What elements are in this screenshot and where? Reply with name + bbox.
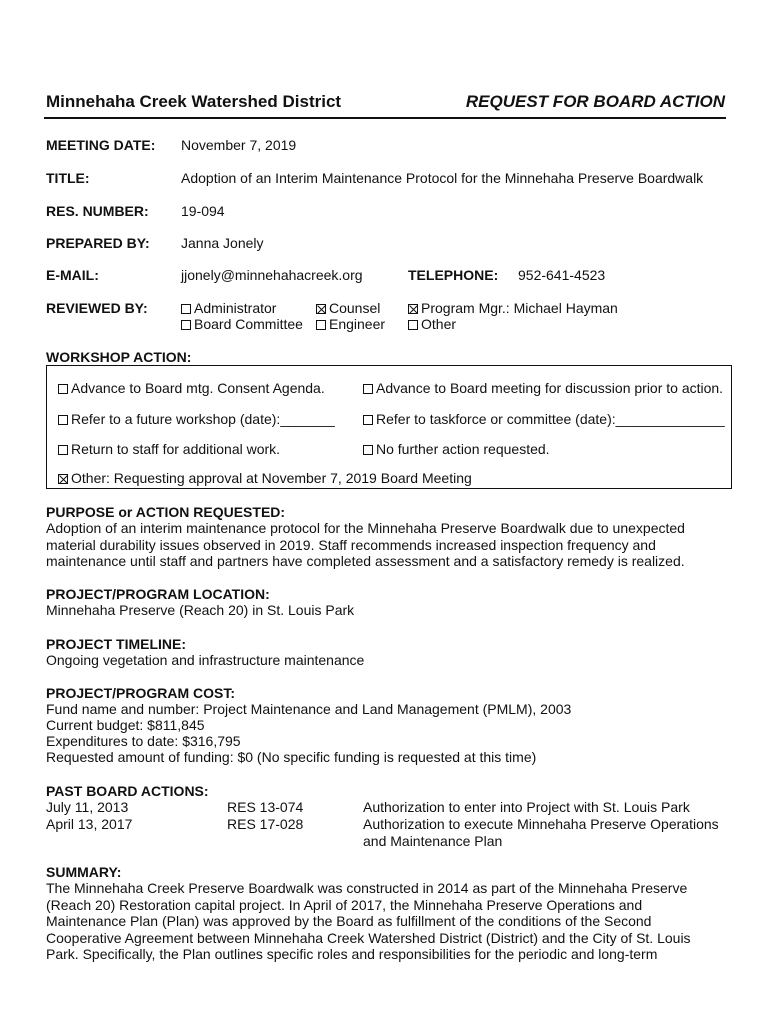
email-value: jjonely@minnehahacreek.org <box>181 267 363 283</box>
cost-heading: PROJECT/PROGRAM COST: <box>46 685 236 701</box>
checkbox-icon[interactable] <box>363 384 373 394</box>
telephone-label: TELEPHONE: <box>408 267 499 283</box>
workshop-option-discussion[interactable]: Advance to Board meeting for discussion prior to action. <box>363 380 723 396</box>
title-label: TITLE: <box>46 170 90 186</box>
reviewed-option-program-mgr[interactable]: Program Mgr.: Michael Hayman <box>408 300 618 316</box>
checkbox-icon[interactable] <box>316 320 326 330</box>
past-action-res: RES 17-028 <box>227 816 304 832</box>
res-number-label: RES. NUMBER: <box>46 203 149 219</box>
checkbox-icon[interactable] <box>181 320 191 330</box>
res-number-value: 19-094 <box>181 203 225 219</box>
summary-text: The Minnehaha Creek Preserve Boardwalk was constructed in 2014 as part of the Minnehaha Preserve (Reach 20) Restoration capital project. In April of 2017, the Minnehaha Preserve Operations and Maintenance Plan (Plan) was approved by the Board as fulfillment of the conditions of the Second Cooperative Agreement between Minnehaha Creek Watershed District (District) and the City of St. Louis Park. Specifically, the Plan outlines specific roles and responsibilities for the periodic and long-term <box>46 880 691 962</box>
prepared-by-label: PREPARED BY: <box>46 235 150 251</box>
checkbox-icon[interactable] <box>58 415 68 425</box>
cost-requested: Requested amount of funding: $0 (No specific funding is requested at this time) <box>46 749 537 765</box>
checkbox-icon[interactable] <box>58 384 68 394</box>
workshop-heading: WORKSHOP ACTION: <box>46 349 192 365</box>
past-action-date: July 11, 2013 <box>46 799 129 815</box>
header-divider <box>44 117 726 119</box>
workshop-option-future-workshop[interactable]: Refer to a future workshop (date):_______ <box>58 411 335 427</box>
timeline-heading: PROJECT TIMELINE: <box>46 636 187 652</box>
reviewed-option-board-committee[interactable]: Board Committee <box>181 316 303 332</box>
cost-budget: Current budget: $811,845 <box>46 717 205 733</box>
checkbox-icon[interactable] <box>363 445 373 455</box>
meeting-date-label: MEETING DATE: <box>46 137 156 153</box>
past-action-date: April 13, 2017 <box>46 816 133 832</box>
prepared-by-value: Janna Jonely <box>181 235 264 251</box>
checkbox-icon[interactable] <box>181 304 191 314</box>
reviewed-by-label: REVIEWED BY: <box>46 300 148 316</box>
purpose-heading: PURPOSE or ACTION REQUESTED: <box>46 504 286 520</box>
workshop-option-other[interactable]: Other: Requesting approval at November 7, 2019 Board Meeting <box>58 470 472 486</box>
location-heading: PROJECT/PROGRAM LOCATION: <box>46 586 270 602</box>
location-text: Minnehaha Preserve (Reach 20) in St. Louis Park <box>46 602 355 618</box>
title-value: Adoption of an Interim Maintenance Protocol for the Minnehaha Preserve Boardwalk <box>181 170 704 186</box>
reviewed-option-counsel[interactable]: Counsel <box>316 300 380 316</box>
telephone-value: 952-641-4523 <box>518 267 606 283</box>
checkbox-icon[interactable] <box>363 415 373 425</box>
checkbox-icon[interactable] <box>58 445 68 455</box>
cost-expenditures: Expenditures to date: $316,795 <box>46 733 241 749</box>
timeline-text: Ongoing vegetation and infrastructure maintenance <box>46 652 365 668</box>
workshop-option-consent[interactable]: Advance to Board mtg. Consent Agenda. <box>58 380 325 396</box>
checked-checkbox-icon[interactable] <box>316 304 326 314</box>
past-action-desc: Authorization to enter into Project with St. Louis Park <box>363 799 690 815</box>
email-label: E-MAIL: <box>46 267 99 283</box>
past-action-desc: Authorization to execute Minnehaha Preserve Operations and Maintenance Plan <box>363 816 719 849</box>
summary-heading: SUMMARY: <box>46 864 122 880</box>
meeting-date-value: November 7, 2019 <box>181 137 297 153</box>
cost-fund: Fund name and number: Project Maintenance and Land Management (PMLM), 2003 <box>46 701 572 717</box>
form-title: REQUEST FOR BOARD ACTION <box>465 92 725 111</box>
workshop-option-return-staff[interactable]: Return to staff for additional work. <box>58 441 280 457</box>
checkbox-icon[interactable] <box>408 320 418 330</box>
organization-name: Minnehaha Creek Watershed District <box>46 92 342 111</box>
workshop-option-no-further[interactable]: No further action requested. <box>363 441 550 457</box>
purpose-text: Adoption of an interim maintenance protocol for the Minnehaha Preserve Boardwalk due to unexpected material durability issues observed in 2019. Staff recommends increased inspection frequency and maintenance until staff and partners have completed assessment and a satisfactory remedy is realized. <box>46 520 685 569</box>
reviewed-option-other[interactable]: Other <box>408 316 456 332</box>
past-action-res: RES 13-074 <box>227 799 304 815</box>
reviewed-option-engineer[interactable]: Engineer <box>316 316 385 332</box>
checked-checkbox-icon[interactable] <box>58 474 68 484</box>
workshop-option-taskforce[interactable]: Refer to taskforce or committee (date):______________ <box>363 411 725 427</box>
checked-checkbox-icon[interactable] <box>408 304 418 314</box>
past-actions-heading: PAST BOARD ACTIONS: <box>46 783 209 799</box>
reviewed-option-administrator[interactable]: Administrator <box>181 300 276 316</box>
